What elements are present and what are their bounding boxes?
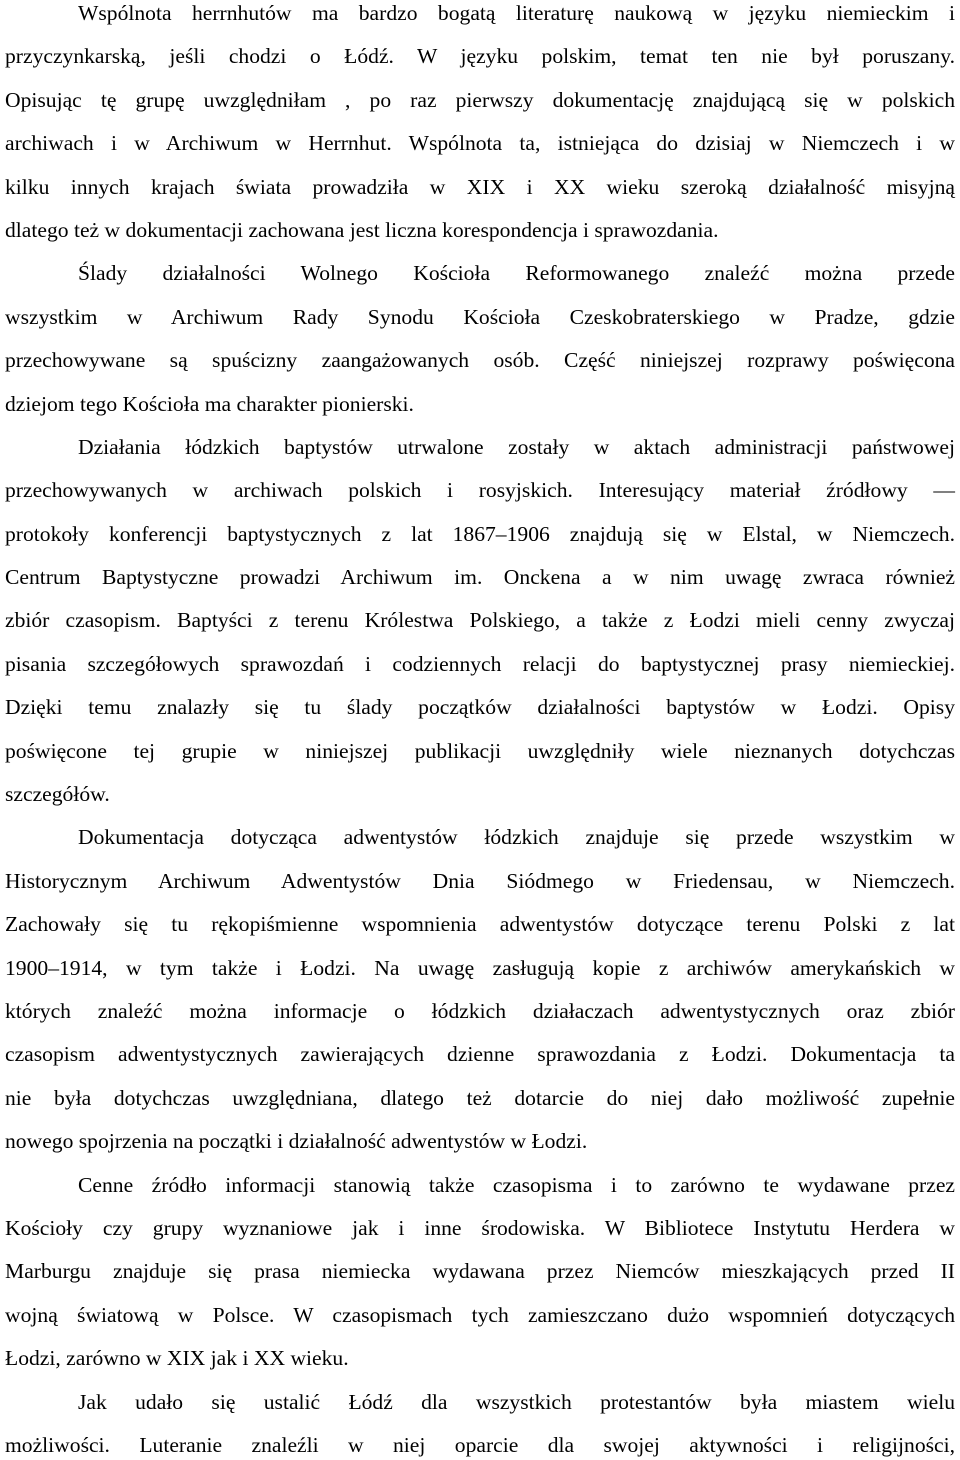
- text-line: dlatego też w dokumentacji zachowana jest liczna korespondencja i sprawozdania.: [5, 217, 719, 242]
- text-line: przyczynkarską, jeśli chodzi o Łódź. W języku polskim, temat ten nie był poruszany.: [5, 44, 955, 69]
- text-line: wszystkim w Archiwum Rady Synodu Kościoła Czeskobraterskiego w Pradze, gdzie: [5, 304, 955, 329]
- text-line: protokoły konferencji baptystycznych z lat 1867–1906 znajdują się w Elstal, w Niemczech.: [5, 521, 955, 546]
- text-line: Łodzi, zarówno w XIX jak i XX wieku.: [5, 1346, 349, 1371]
- text-line: Kościoły czy grupy wyznaniowe jak i inne środowiska. W Bibliotece Instytutu Herdera w: [5, 1215, 955, 1240]
- text-line: Jak udało się ustalić Łódź dla wszystkich protestantów była miastem wielu: [78, 1389, 955, 1414]
- text-line: kilku innych krajach świata prowadziła w XIX i XX wieku szeroką działalność misyjną: [5, 174, 955, 199]
- text-line: Zachowały się tu rękopiśmienne wspomnienia adwentystów dotyczące terenu Polski z lat: [5, 912, 955, 937]
- text-line: Centrum Baptystyczne prowadzi Archiwum im. Onckena a w nim uwagę zwraca również: [5, 565, 955, 590]
- text-line: Dokumentacja dotycząca adwentystów łódzkich znajduje się przede wszystkim w: [78, 825, 955, 850]
- text-line: 1900–1914, w tym także i Łodzi. Na uwagę zasługują kopie z archiwów amerykańskich w: [5, 955, 955, 980]
- text-line: czasopism adwentystycznych zawierających dzienne sprawozdania z Łodzi. Dokumentacja ta: [5, 1042, 955, 1067]
- text-line: wojną światową w Polsce. W czasopismach tych zamieszczano dużo wspomnień dotyczących: [5, 1302, 955, 1327]
- text-line: których znaleźć można informacje o łódzkich działaczach adwentystycznych oraz zbiór: [5, 998, 955, 1023]
- text-line: dziejom tego Kościoła ma charakter pionierski.: [5, 391, 414, 416]
- text-line: archiwach i w Archiwum w Herrnhut. Wspólnota ta, istniejąca do dzisiaj w Niemczech i w: [5, 131, 955, 156]
- text-line: poświęcone tej grupie w niniejszej publikacji uwzględniły wiele nieznanych dotychczas: [5, 738, 955, 763]
- text-line: Ślady działalności Wolnego Kościoła Reformowanego znaleźć można przede: [78, 261, 955, 286]
- text-line: przechowywanych w archiwach polskich i rosyjskich. Interesujący materiał źródłowy —: [5, 478, 955, 503]
- text-line: Działania łódzkich baptystów utrwalone zostały w aktach administracji państwowej: [78, 434, 955, 459]
- text-line: zbiór czasopism. Baptyści z terenu Królestwa Polskiego, a także z Łodzi mieli cenny zwyczaj: [5, 608, 955, 633]
- text-line: pisania szczegółowych sprawozdań i codziennych relacji do baptystycznej prasy niemieckiej.: [5, 651, 955, 676]
- text-line: przechowywane są spuścizny zaangażowanych osób. Część niniejszej rozprawy poświęcona: [5, 348, 955, 373]
- text-line: Marburgu znajduje się prasa niemiecka wydawana przez Niemców mieszkających przed II: [5, 1259, 955, 1284]
- text-line: możliwości. Luteranie znaleźli w niej oparcie dla swojej aktywności i religijności,: [5, 1432, 955, 1457]
- text-line: Dzięki temu znalazły się tu ślady początków działalności baptystów w Łodzi. Opisy: [5, 695, 955, 720]
- text-line: nowego spojrzenia na początki i działalność adwentystów w Łodzi.: [5, 1129, 588, 1154]
- text-line: Wspólnota herrnhutów ma bardzo bogatą literaturę naukową w języku niemieckim i: [78, 1, 955, 25]
- text-line: Historycznym Archiwum Adwentystów Dnia Siódmego w Friedensau, w Niemczech.: [5, 868, 955, 893]
- text-line: nie była dotychczas uwzględniana, dlatego też dotarcie do niej dało możliwość zupełnie: [5, 1085, 955, 1110]
- text-line: Cenne źródło informacji stanowią także czasopisma i to zarówno te wydawane przez: [78, 1172, 955, 1197]
- text-line: szczegółów.: [5, 782, 110, 807]
- text-line: Opisując tę grupę uwzględniłam , po raz pierwszy dokumentację znajdującą się w polskich: [5, 87, 955, 112]
